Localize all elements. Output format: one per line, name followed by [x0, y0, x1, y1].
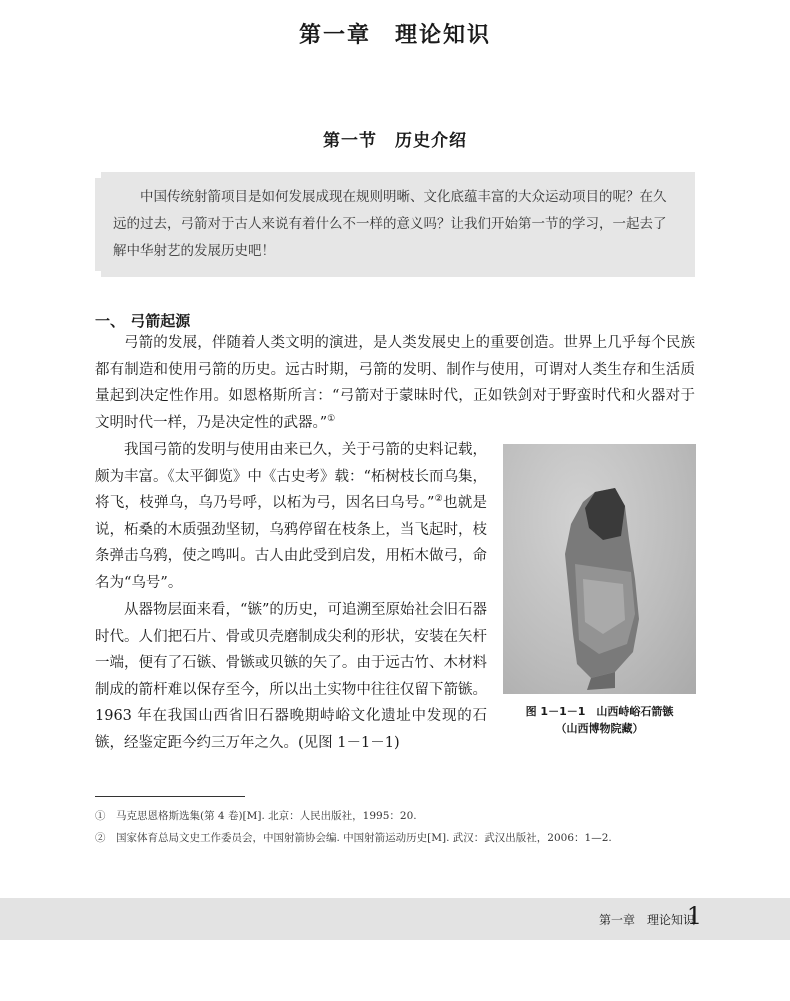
footnote-divider [95, 796, 245, 797]
subsection-heading: 一、 弓箭起源 [95, 312, 191, 330]
page-number: 1 [686, 902, 702, 930]
footnote-2: ② 国家体育总局文史工作委员会，中国射箭协会编. 中国射箭运动历史[M]. 武汉：武汉出版社，2006：1—2. [95, 832, 612, 844]
paragraph-3: 从器物层面来看，“镞”的历史，可追溯至原始社会旧石器时代。人们把石片、骨或贝壳磨制成尖利的形状，安装在矢杆一端，便有了石镞、骨镞或贝镞的矢了。由于远古竹、木材料制成的箭杆难以保存至今，所以出土实物中往往仅留下箭镞。1963 年在我国山西省旧石器晚期峙峪文化遗址中发现的石镞，经鉴定距今约三万年之久。(见图 1－1－1) [95, 602, 487, 751]
paragraph-2-text-a: 我国弓箭的发明与使用由来已久，关于弓箭的史料记载，颇为丰富。《太平御览》中《古史考》载：“柘树枝长而乌集，将飞，枝弹乌，乌乃号呼，以柘为弓，因名曰乌号。” [95, 442, 487, 511]
paragraph-1-text: 弓箭的发展，伴随着人类文明的演进，是人类发展史上的重要创造。世界上几乎每个民族都有制造和使用弓箭的历史。远古时期，弓箭的发明、制作与使用，可谓对人类生存和生活质量起到决定性作用。如恩格斯所言：“弓箭对于蒙昧时代，正如铁剑对于野蛮时代和火器对于文明时代一样，乃是决定性的武器。” [95, 335, 695, 431]
arrowhead-illustration [503, 444, 696, 694]
stone-arrowhead-photo [503, 444, 696, 694]
figure-caption-title: 图 1－1－1 山西峙峪石箭镞 [525, 705, 674, 718]
intro-box [95, 172, 695, 277]
footnote-ref-1[interactable]: ① [327, 413, 336, 424]
chapter-title: 第一章 理论知识 [298, 23, 491, 48]
running-head: 第一章 理论知识 [598, 913, 695, 927]
corner-mark-bottom [95, 271, 101, 277]
figure-caption-source: （山西博物院藏） [555, 722, 644, 735]
figure-caption [503, 703, 696, 737]
intro-text: 中国传统射箭项目是如何发展成现在规则明晰、文化底蕴丰富的大众运动项目的呢？在久远的过去，弓箭对于古人来说有着什么不一样的意义吗？让我们开始第一节的学习，一起去了解中华射艺的发展历史吧！ [113, 189, 667, 259]
footnote-1: ① 马克思恩格斯选集(第 4 卷)[M]. 北京：人民出版社，1995：20. [95, 810, 417, 822]
paragraph-1 [95, 330, 695, 436]
footnote-ref-2[interactable]: ② [434, 494, 443, 505]
paragraph-2 [95, 437, 487, 596]
corner-mark-top [95, 172, 101, 178]
section-title: 第一节 历史介绍 [323, 131, 467, 151]
paragraph-2-text-b: 也就是说，柘桑的木质强劲坚韧，乌鸦停留在枝条上，当飞起时，枝条弹击乌鸦，使之鸣叫。古人由此受到启发，用柘木做弓，命名为“乌号”。 [95, 495, 487, 591]
